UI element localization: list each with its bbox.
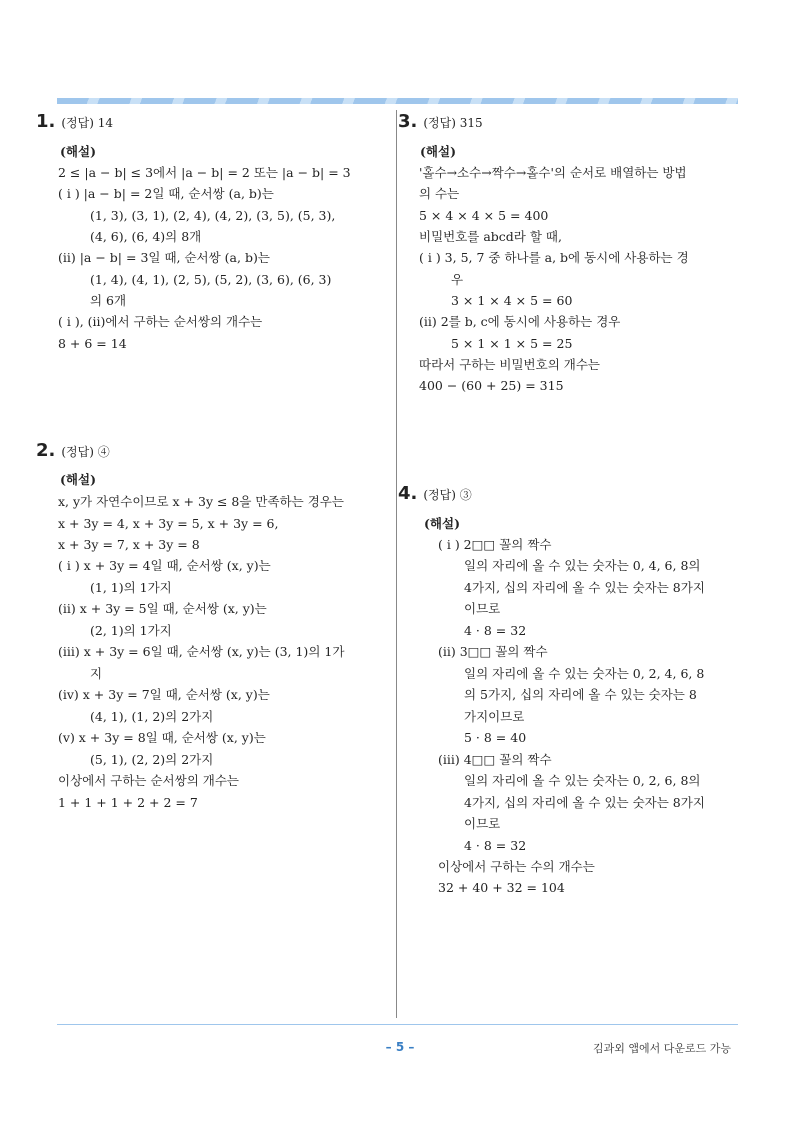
page-number: – 5 –	[385, 1040, 415, 1054]
problem-answer: (정답) ④	[61, 445, 110, 459]
solution-line: (4, 6), (6, 4)의 8개	[90, 229, 202, 244]
solution-line: (2, 1)의 1가지	[90, 623, 172, 638]
solution-line: 4 · 8 = 32	[464, 623, 527, 638]
footer-rule	[57, 1024, 738, 1025]
solution-line: 4 · 8 = 32	[464, 838, 527, 853]
solution-line: 지	[90, 666, 103, 681]
problem-number: 1.	[36, 111, 56, 132]
solution-line: 일의 자리에 올 수 있는 숫자는 0, 2, 4, 6, 8	[464, 666, 705, 681]
solution-line: x, y가 자연수이므로 x + 3y ≤ 8을 만족하는 경우는	[58, 494, 344, 509]
solution-line: 이므로	[464, 601, 501, 616]
problem-answer: (정답) 315	[423, 116, 483, 130]
solution-line: ( i ) 2□□ 꼴의 짝수	[438, 537, 552, 552]
solution-line: 5 × 4 × 4 × 5 = 400	[419, 208, 549, 223]
solution-line: 비밀번호를 abcd라 할 때,	[419, 229, 562, 244]
solution-line: ( i ), (ii)에서 구하는 순서쌍의 개수는	[58, 314, 263, 329]
solution-line: ( i ) 3, 5, 7 중 하나를 a, b에 동시에 사용하는 경	[419, 250, 689, 265]
problem-2-header	[36, 440, 110, 461]
solution-line: (v) x + 3y = 8일 때, 순서쌍 (x, y)는	[58, 730, 266, 745]
solution-line: '홀수→소수→짝수→홀수'의 순서로 배열하는 방법	[419, 165, 687, 180]
solution-line: (ii) 3□□ 꼴의 짝수	[438, 644, 548, 659]
solution-line: (1, 3), (3, 1), (2, 4), (4, 2), (3, 5), (5, 3),	[90, 208, 336, 223]
solution-line: (ii) x + 3y = 5일 때, 순서쌍 (x, y)는	[58, 601, 267, 616]
solution-line: 이므로	[464, 816, 501, 831]
solution-line: 32 + 40 + 32 = 104	[438, 880, 565, 895]
solution-line: 일의 자리에 올 수 있는 숫자는 0, 4, 6, 8의	[464, 558, 701, 573]
problem-number: 3.	[398, 111, 418, 132]
solution-line: 따라서 구하는 비밀번호의 개수는	[419, 357, 600, 372]
solution-line: ( i ) |a − b| = 2일 때, 순서쌍 (a, b)는	[58, 186, 274, 201]
solution-line: (iv) x + 3y = 7일 때, 순서쌍 (x, y)는	[58, 687, 270, 702]
solution-line: 4가지, 십의 자리에 올 수 있는 숫자는 8가지	[464, 580, 705, 595]
solution-line: (해설)	[60, 472, 96, 487]
solution-line: x + 3y = 7, x + 3y = 8	[58, 537, 200, 552]
column-divider	[396, 110, 397, 1018]
problem-number: 2.	[36, 440, 56, 461]
solution-line: ( i ) x + 3y = 4일 때, 순서쌍 (x, y)는	[58, 558, 271, 573]
solution-line: 5 · 8 = 40	[464, 730, 527, 745]
solution-line: 2 ≤ |a − b| ≤ 3에서 |a − b| = 2 또는 |a − b| = 3	[58, 165, 351, 180]
solution-line: 의 6개	[90, 293, 127, 308]
solution-line: (iii) x + 3y = 6일 때, 순서쌍 (x, y)는 (3, 1)의 1가	[58, 644, 345, 659]
solution-line: 5 × 1 × 1 × 5 = 25	[451, 336, 573, 351]
solution-line: (1, 4), (4, 1), (2, 5), (5, 2), (3, 6), (6, 3)	[90, 272, 332, 287]
solution-line: (해설)	[424, 516, 460, 531]
solution-line: 3 × 1 × 4 × 5 = 60	[451, 293, 573, 308]
solution-line: 8 + 6 = 14	[58, 336, 127, 351]
solution-line: 400 − (60 + 25) = 315	[419, 378, 564, 393]
solution-line: 이상에서 구하는 수의 개수는	[438, 859, 595, 874]
solution-line: (5, 1), (2, 2)의 2가지	[90, 752, 214, 767]
header-stripe	[57, 98, 738, 104]
problem-answer: (정답) ③	[423, 488, 472, 502]
problem-1-header	[36, 111, 114, 132]
solution-line: 의 수는	[419, 186, 460, 201]
solution-line: 가지이므로	[464, 709, 525, 724]
solution-line: 일의 자리에 올 수 있는 숫자는 0, 2, 6, 8의	[464, 773, 701, 788]
solution-line: (해설)	[60, 144, 96, 159]
solution-line: 의 5가지, 십의 자리에 올 수 있는 숫자는 8	[464, 687, 697, 702]
solution-line: (iii) 4□□ 꼴의 짝수	[438, 752, 552, 767]
solution-line: 이상에서 구하는 순서쌍의 개수는	[58, 773, 239, 788]
solution-line: (ii) |a − b| = 3일 때, 순서쌍 (a, b)는	[58, 250, 270, 265]
solution-line: (4, 1), (1, 2)의 2가지	[90, 709, 214, 724]
problem-number: 4.	[398, 483, 418, 504]
solution-line: 1 + 1 + 1 + 2 + 2 = 7	[58, 795, 198, 810]
problem-answer: (정답) 14	[61, 116, 114, 130]
solution-line: x + 3y = 4, x + 3y = 5, x + 3y = 6,	[58, 516, 279, 531]
solution-line: 4가지, 십의 자리에 올 수 있는 숫자는 8가지	[464, 795, 705, 810]
solution-line: (해설)	[420, 144, 456, 159]
problem-3-header	[398, 111, 483, 132]
solution-line: (ii) 2를 b, c에 동시에 사용하는 경우	[419, 314, 621, 329]
footer-note: 김과외 앱에서 다운로드 가능	[592, 1042, 731, 1055]
problem-4-header	[398, 483, 472, 504]
solution-line: (1, 1)의 1가지	[90, 580, 172, 595]
solution-line: 우	[451, 272, 464, 287]
